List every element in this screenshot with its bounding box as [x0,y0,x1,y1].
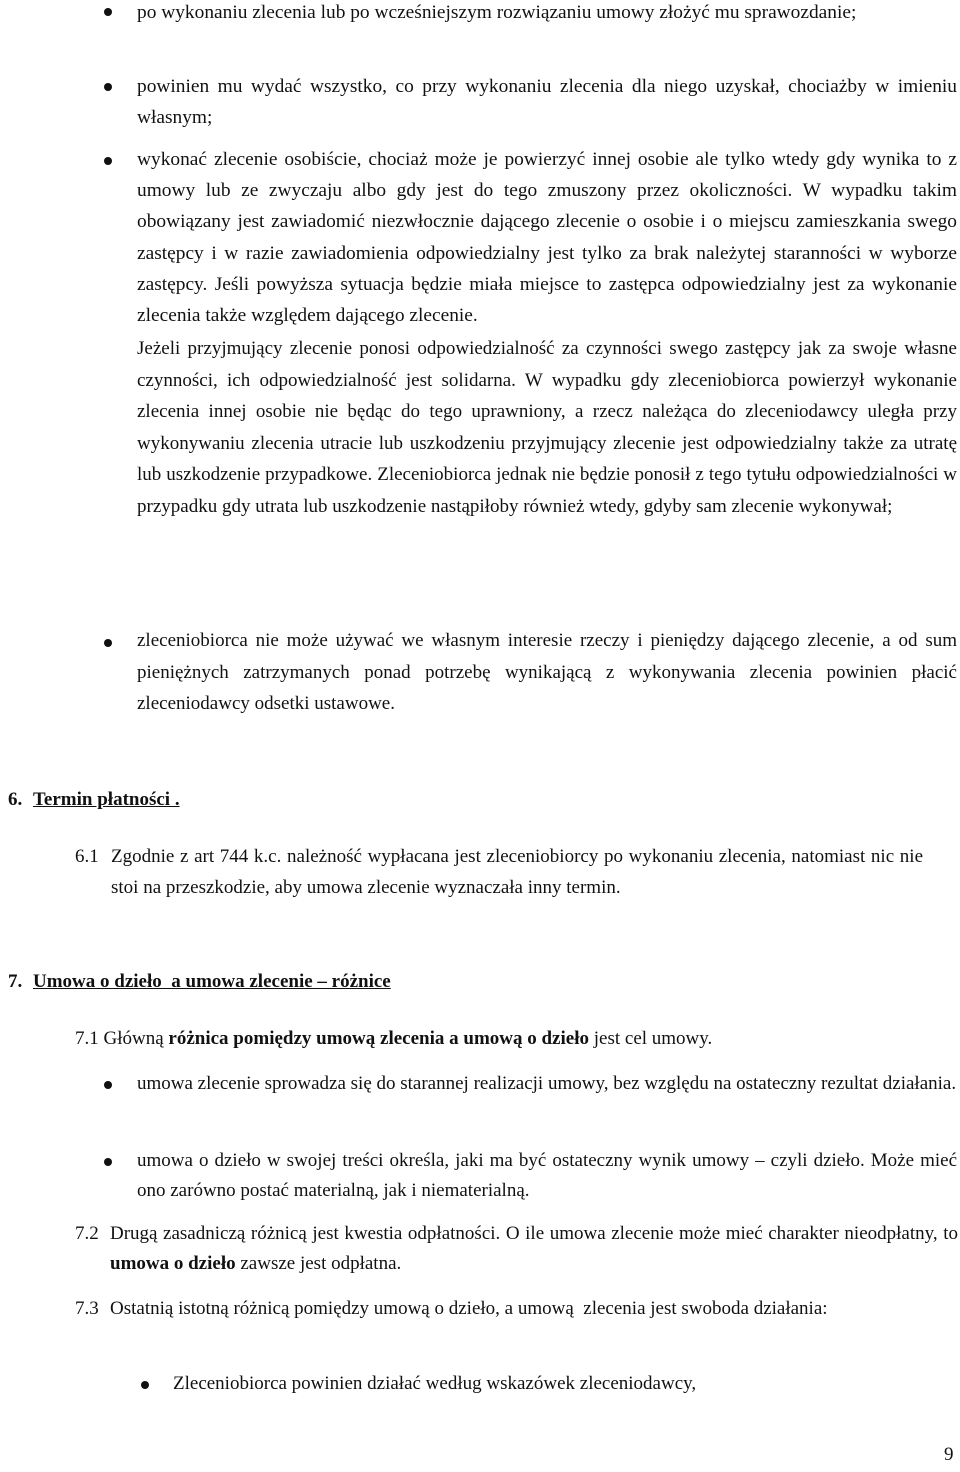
bullet-icon [104,8,112,16]
paragraph [110,1294,958,1324]
list-item-continuation [137,333,957,522]
paragraph-number [75,842,99,873]
list-item-text: zleceniobiorca nie może używać we własnym interesie rzeczy i pieniędzy dającego zlecenie, a od sum pieniężnych zatrzymanych ponad potrzebę wynikającą z wykonywania zlecenia powinien płacić zleceniodawcy odsetki ustawowe. [137,630,957,714]
paragraph-number-text: 6.1 [75,846,99,867]
list-item [137,1069,957,1099]
list-item-text: umowa zlecenie sprowadza się do starannej realizacji umowy, bez względu na ostateczny rezultat działania. [137,1073,957,1094]
list-item [137,144,957,331]
paragraph-text: Ostatnią istotną różnicą pomiędzy umową o dzieło, a umową zlecenia jest swoboda działania: [110,1298,828,1319]
paragraph-text: jest cel umowy. [589,1028,713,1049]
list-item [137,71,957,133]
bullet-icon [104,639,112,647]
list-item [137,1146,957,1206]
bullet-icon [104,1081,112,1089]
paragraph-number-text: 7.2 [75,1223,99,1244]
paragraph-bold-text: różnica pomiędzy umową zlecenia a umową o dzieło [168,1028,589,1049]
section-number: 6. [8,789,23,810]
paragraph [111,842,923,903]
bullet-icon [141,1381,149,1389]
bullet-icon [104,157,112,165]
section-title: Umowa o dzieło a umowa zlecenie – różnice [33,971,391,992]
page-number: 9 [944,1444,954,1465]
paragraph-text: Główną [103,1028,169,1049]
list-item [173,1369,953,1399]
bullet-icon [104,83,112,91]
paragraph [75,1024,955,1054]
paragraph [110,1219,958,1279]
section-title: Termin płatności . [33,789,180,810]
paragraph-text: Drugą zasadniczą różnicą jest kwestia odpłatności. O ile umowa zlecenie może mieć charakter nieodpłatny, to [110,1223,958,1244]
list-item-text: powinien mu wydać wszystko, co przy wykonaniu zlecenia dla niego uzyskał, chociażby w imieniu własnym; [137,76,957,129]
list-item-text: Zleceniobiorca powinien działać według wskazówek zleceniodawcy, [173,1373,697,1394]
bullet-icon [104,1158,112,1166]
section-heading [8,971,391,993]
section-heading [8,789,180,811]
list-item [137,0,957,28]
list-item-text: wykonać zlecenie osobiście, chociaż może je powierzyć innej osobie ale tylko wtedy gdy wynika to z umowy lub ze zwyczaju albo gdy jest do tego zmuszony przez okoliczności. W wypadku takim obowiązany jest zawiadomić niezwłocznie dającego zlecenie o osobie i o miejscu zamieszkania swego zastępcy i w razie zawiadomienia odpowiedzialny jest tylko za brak należytej staranności w wyborze zastępcy. Jeśli powyższa sytuacja będzie miała miejsce to zastępca odpowiedzialny jest za wykonanie zlecenia także względem dającego zlecenie. [137,149,957,327]
paragraph-text: zawsze jest odpłatna. [235,1253,402,1274]
list-item-text: po wykonaniu zlecenia lub po wcześniejszym rozwiązaniu umowy złożyć mu sprawozdanie; [137,2,857,23]
paragraph-bold-text: umowa o dzieło [110,1253,236,1274]
section-number: 7. [8,971,23,992]
paragraph-text: Zgodnie z art 744 k.c. należność wypłacana jest zleceniobiorcy po wykonaniu zlecenia, natomiast nic nie stoi na przeszkodzie, aby umowa zlecenie wyznaczała inny termin. [111,846,923,898]
paragraph-number-text: 7.3 [75,1298,99,1319]
paragraph-number [75,1294,99,1324]
list-item-text: umowa o dzieło w swojej treści określa, jaki ma być ostateczny wynik umowy – czyli dzieło. Może mieć ono zarówno postać materialną, jak i niematerialną. [137,1150,957,1201]
paragraph-number: 7.1 [75,1028,99,1049]
list-item [137,625,957,720]
paragraph-number [75,1219,99,1249]
list-item-text: Jeżeli przyjmujący zlecenie ponosi odpowiedzialność za czynności swego zastępcy jak za swoje własne czynności, ich odpowiedzialność jest solidarna. W wypadku gdy zleceniobiorca powierzył wykonanie zlecenia innej osobie nie będąc do tego uprawniony, a rzecz należąca do zleceniodawcy uległa przy wykonywaniu zlecenia utracie lub uszkodzeniu przyjmujący zlecenie jest odpowiedzialny także za utratę lub uszkodzenie przypadkowe. Zleceniobiorca jednak nie będzie ponosił z tego tytułu odpowiedzialności w przypadku gdy utrata lub uszkodzenie nastąpiłoby również wtedy, gdyby sam zlecenie wykonywał; [137,338,957,517]
